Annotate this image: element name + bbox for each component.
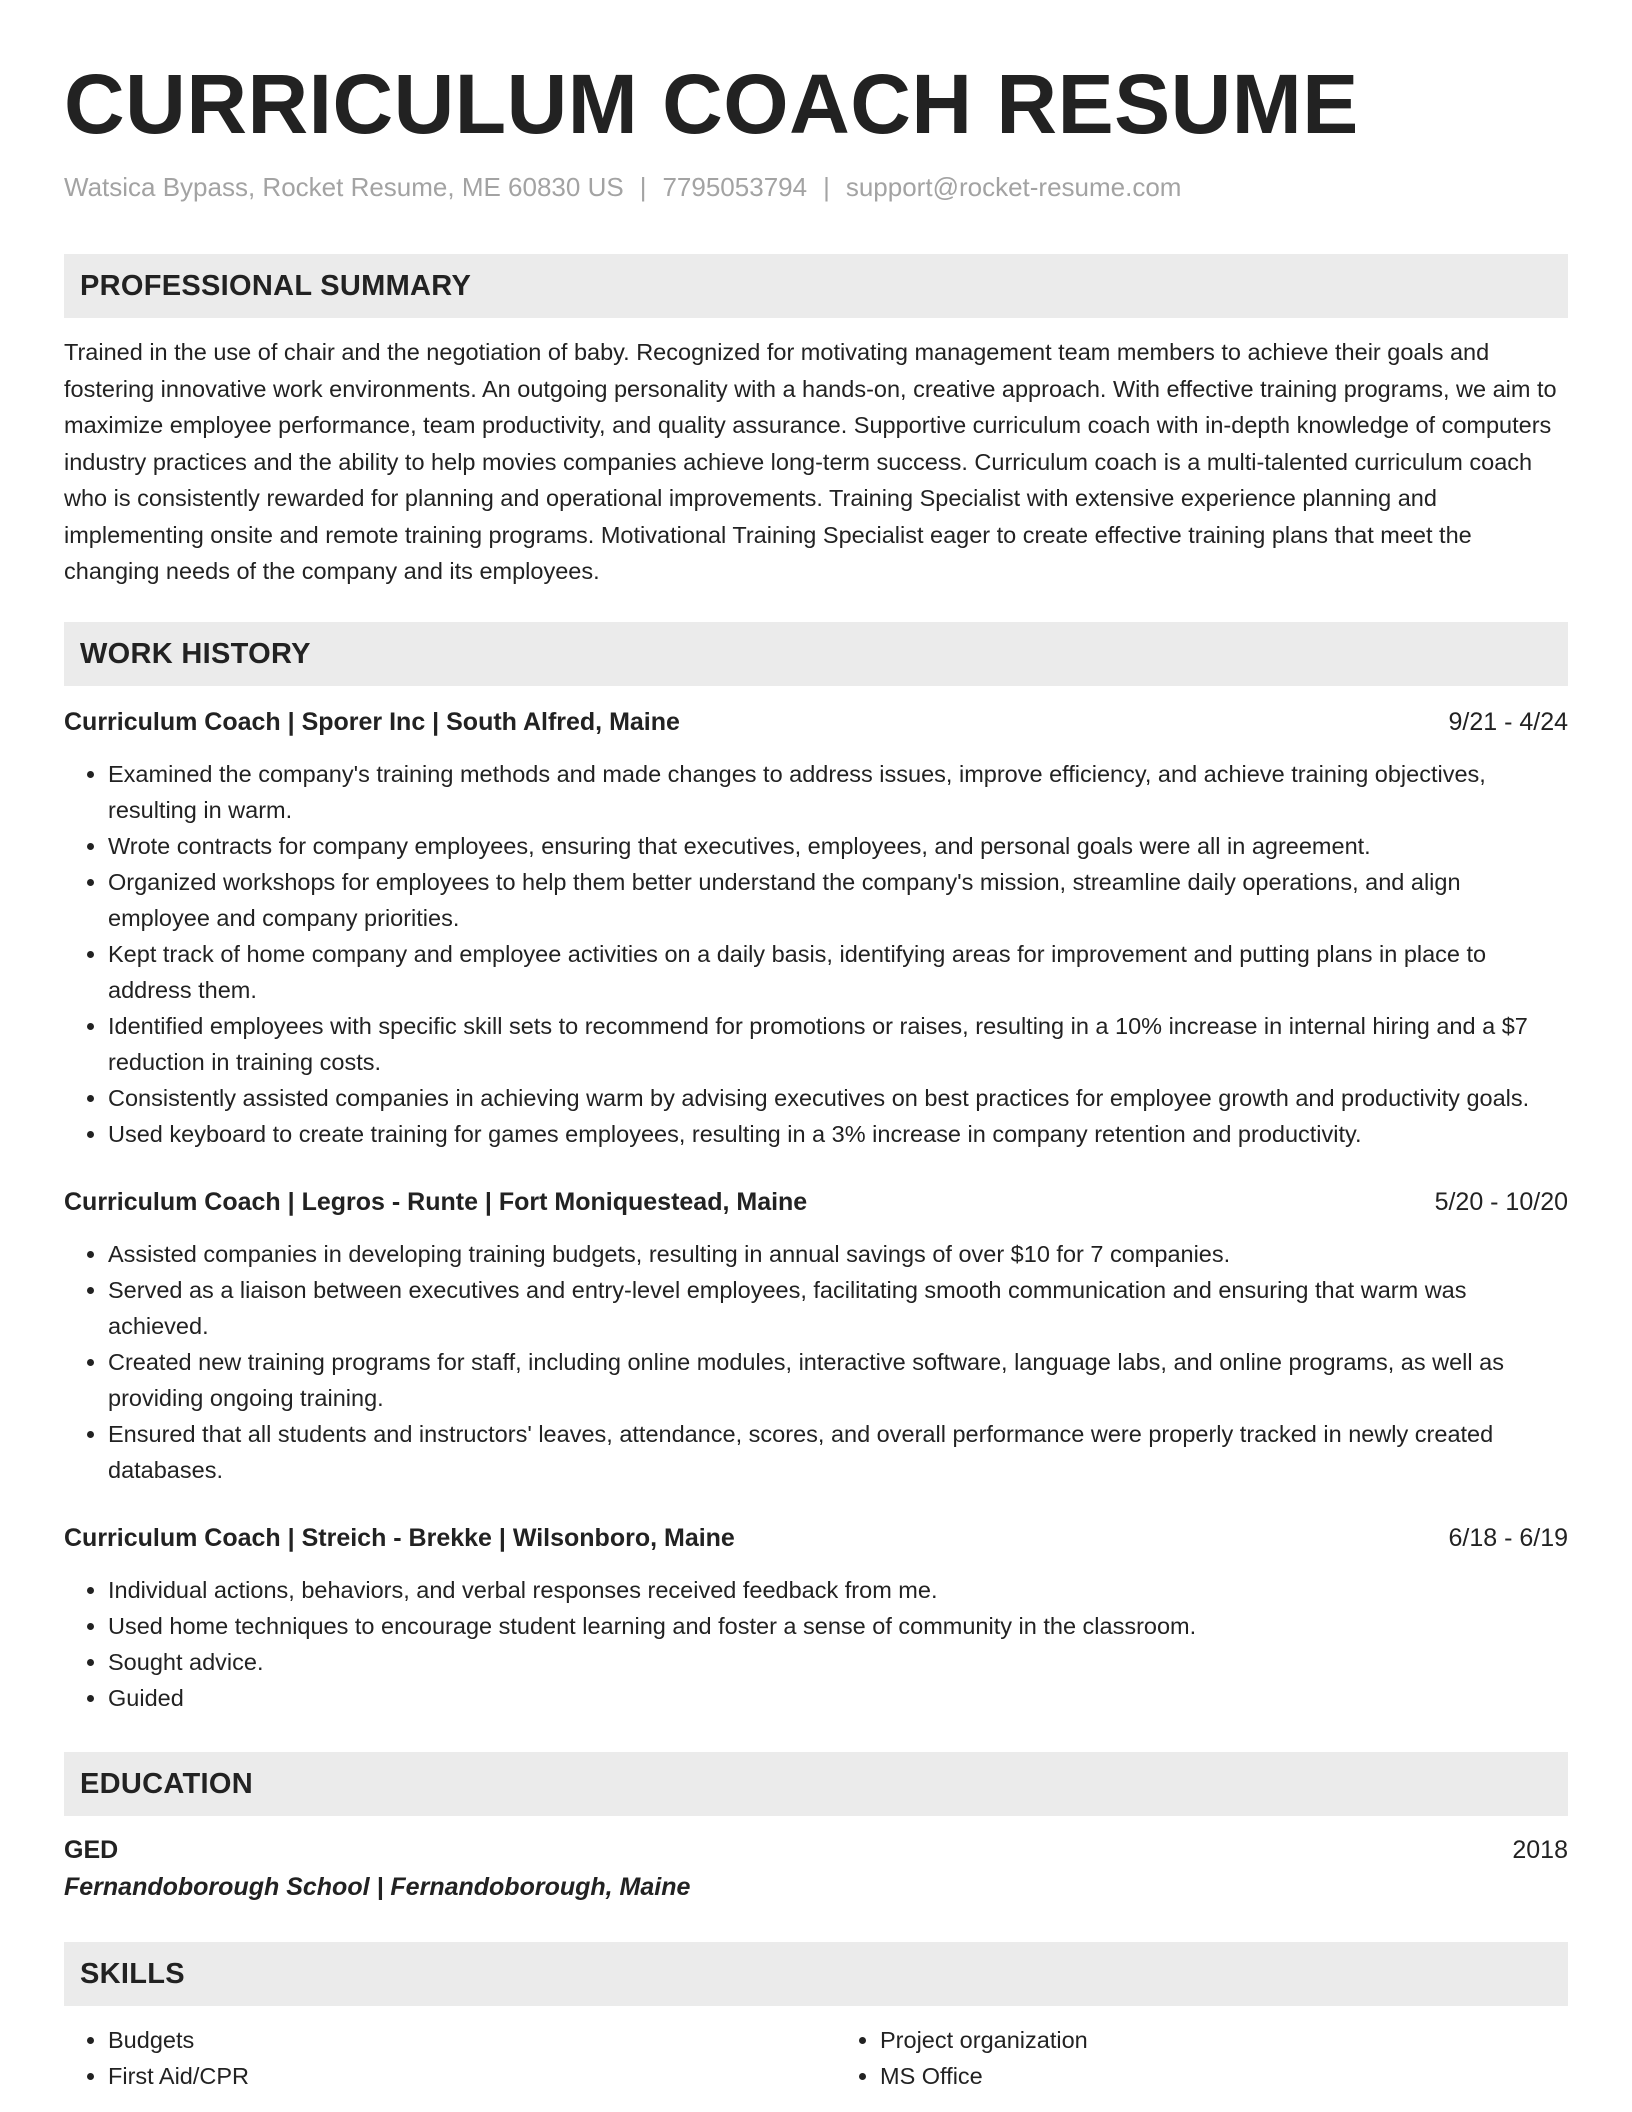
job-bullet: • Guided [108,1680,1568,1716]
education-entry [64,1832,1568,1906]
job-bullet: • Individual actions, behaviors, and verbal responses received feedback from me. [108,1572,1568,1608]
job-bullet: • Identified employees with specific skill sets to recommend for promotions or raises, resulting in a 10% increase in internal hiring and a $7 reduction in training costs. [108,1008,1568,1080]
job-header [64,1520,1568,1556]
education-degree: GED [64,1835,119,1864]
job-dates: 6/18 - 6/19 [1448,1523,1568,1552]
job-bullet: • Consistently assisted companies in achieving warm by advising executives on best practices for employee growth and productivity goals. [108,1080,1568,1116]
job-bullets [64,1236,1568,1488]
job-entry [64,1520,1568,1716]
job-bullet: • Kept track of home company and employee activities on a daily basis, identifying areas for improvement and putting plans in place to address them. [108,936,1568,1008]
summary-text: Trained in the use of chair and the negotiation of baby. Recognized for motivating management team members to achieve their goals and fostering innovative work environments. An outgoing personality with a hands-on, creative approach. With effective training programs, we aim to maximize employee performance, team productivity, and quality assurance. Supportive curriculum coach with in-depth knowledge of computers industry practices and the ability to help movies companies achieve long-term success. Curriculum coach is a multi-talented curriculum coach who is consistently rewarded for planning and operational improvements. Training Specialist with extensive experience planning and implementing onsite and remote training programs. Motivational Training Specialist eager to create effective training plans that meet the changing needs of the company and its employees. [64,339,1557,584]
job-bullet: • Served as a liaison between executives and entry-level employees, facilitating smooth communication and ensuring that warm was achieved. [108,1272,1568,1344]
skill-item: • Budgets [108,2022,796,2058]
summary-section-header: PROFESSIONAL SUMMARY [64,254,1568,318]
job-bullet: • Assisted companies in developing training budgets, resulting in annual savings of over $10 for 7 companies. [108,1236,1568,1272]
job-bullet: • Created new training programs for staff, including online modules, interactive software, language labs, and online programs, as well as providing ongoing training. [108,1344,1568,1416]
job-bullet: • Organized workshops for employees to help them better understand the company's mission, streamline daily operations, and align employee and company priorities. [108,864,1568,936]
contact-address: Watsica Bypass, Rocket Resume, ME 60830 US [64,172,624,202]
job-title: Curriculum Coach | Sporer Inc | South Alfred, Maine [64,707,680,736]
work-history-section-header: WORK HISTORY [64,622,1568,686]
skills-list [64,2022,1568,2094]
skill-item: • First Aid/CPR [108,2058,796,2094]
education-school: Fernandoborough School | Fernandoborough, Maine [64,1872,691,1901]
contact-line [64,170,1568,204]
skill-item: • Project organization [880,2022,1568,2058]
skills-column-left [64,2022,796,2094]
contact-separator: | [639,172,647,202]
skills-section-header: SKILLS [64,1942,1568,2006]
education-year: 2018 [1512,1835,1568,1864]
education-header [64,1832,1568,1868]
job-bullet: • Used home techniques to encourage student learning and foster a sense of community in the classroom. [108,1608,1568,1644]
contact-phone: 7795053794 [662,172,808,202]
job-entry [64,1184,1568,1488]
resume-title: CURRICULUM COACH RESUME [64,57,1359,151]
job-bullet: • Ensured that all students and instructors' leaves, attendance, scores, and overall performance were properly tracked in newly created databases. [108,1416,1568,1488]
job-dates: 5/20 - 10/20 [1434,1187,1568,1216]
job-dates: 9/21 - 4/24 [1448,707,1568,736]
job-title: Curriculum Coach | Streich - Brekke | Wilsonboro, Maine [64,1523,735,1552]
job-title: Curriculum Coach | Legros - Runte | Fort Moniquestead, Maine [64,1187,808,1216]
job-bullet: • Examined the company's training methods and made changes to address issues, improve efficiency, and achieve training objectives, resulting in warm. [108,756,1568,828]
skills-column-right [836,2022,1568,2094]
job-bullet: • Wrote contracts for company employees, ensuring that executives, employees, and personal goals were all in agreement. [108,828,1568,864]
education-section-header: EDUCATION [64,1752,1568,1816]
job-entry [64,704,1568,1152]
job-bullets [64,1572,1568,1716]
job-header [64,704,1568,740]
job-header [64,1184,1568,1220]
skill-item: • MS Office [880,2058,1568,2094]
job-bullet: • Sought advice. [108,1644,1568,1680]
contact-separator: | [823,172,830,202]
job-bullets [64,756,1568,1152]
contact-email: support@rocket-resume.com [845,172,1182,202]
job-bullet: • Used keyboard to create training for games employees, resulting in a 3% increase in company retention and productivity. [108,1116,1568,1152]
